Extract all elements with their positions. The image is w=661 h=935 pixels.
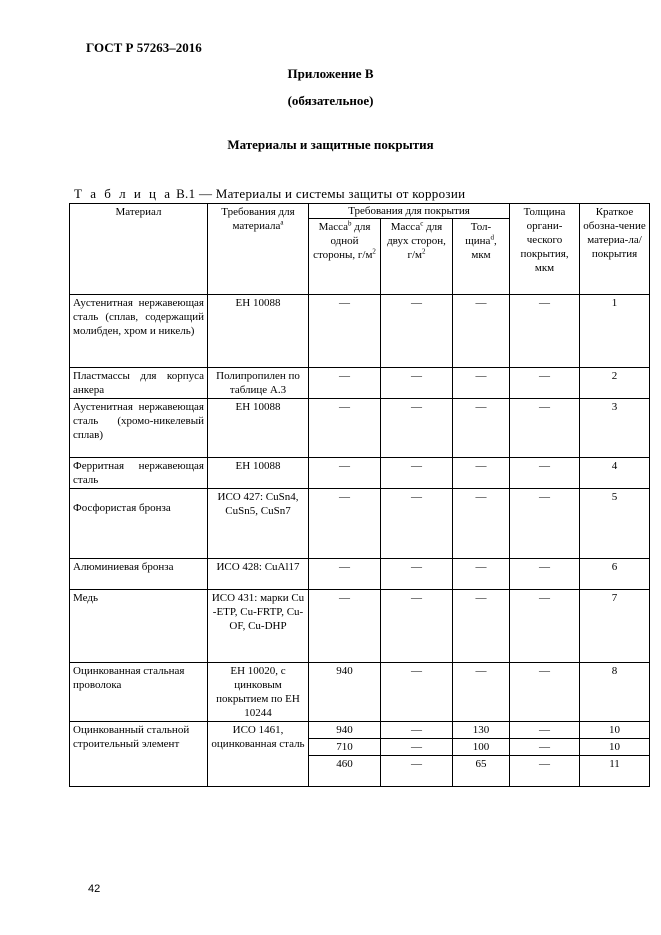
cell-material: Оцинкованный стальной строительный элемент <box>70 722 208 787</box>
cell-mass-one: — <box>309 590 381 663</box>
cell-mass-one: 940 <box>309 722 381 739</box>
cell-mass-one: — <box>309 458 381 489</box>
cell-code: 7 <box>580 590 650 663</box>
cell-organic: — <box>510 399 580 458</box>
cell-material: Аустенитная нержавеющая сталь (сплав, содержащий молибден, хром и никель) <box>70 295 208 368</box>
cell-material: Оцинкованная стальная проволока <box>70 663 208 722</box>
table-row <box>70 559 650 590</box>
cell-thickness: — <box>453 559 510 590</box>
cell-organic: — <box>510 739 580 756</box>
header-mass-one-side: Масса$^b$ для одной стороны, $г/м^2$ <box>309 219 381 295</box>
header-short-code: Краткое обозна-чение материа-ла/ покрытия <box>580 204 650 295</box>
cell-mass-one: — <box>309 399 381 458</box>
cell-material: Медь <box>70 590 208 663</box>
header-material: Материал <box>70 204 208 295</box>
table-row <box>70 590 650 663</box>
cell-material: Алюминиевая бронза <box>70 559 208 590</box>
cell-organic: — <box>510 756 580 787</box>
cell-requirement: ЕН 10020, с цинковым покрытием по ЕН 10244 <box>208 663 309 722</box>
caption-prefix: Т а б л и ц а <box>74 186 173 201</box>
cell-mass-one: 940 <box>309 663 381 722</box>
cell-organic: — <box>510 559 580 590</box>
cell-code: 6 <box>580 559 650 590</box>
cell-mass-two: — <box>381 663 453 722</box>
cell-code: 10 <box>580 722 650 739</box>
table-row <box>70 368 650 399</box>
table-row <box>70 295 650 368</box>
cell-organic: — <box>510 663 580 722</box>
cell-material: Пластмассы для корпуса анкера <box>70 368 208 399</box>
cell-organic: — <box>510 295 580 368</box>
cell-thickness: 100 <box>453 739 510 756</box>
cell-code: 10 <box>580 739 650 756</box>
table-row <box>70 663 650 722</box>
header-coating-requirements: Требования для покрытия <box>309 204 510 219</box>
cell-thickness: — <box>453 458 510 489</box>
cell-mass-two: — <box>381 722 453 739</box>
cell-requirement: ИСО 428: CuAl17 <box>208 559 309 590</box>
cell-requirement: ЕН 10088 <box>208 458 309 489</box>
cell-mass-two: — <box>381 739 453 756</box>
cell-code: 8 <box>580 663 650 722</box>
caption-number: В.1 <box>176 186 196 201</box>
cell-mass-one: 710 <box>309 739 381 756</box>
header-organic-thickness: Толщина органи-ческого покрытия, мкм <box>510 204 580 295</box>
cell-thickness: — <box>453 399 510 458</box>
cell-requirement: ИСО 1461, оцинкованная сталь <box>208 722 309 787</box>
cell-requirement: ИСО 427: CuSn4, CuSn5, CuSn7 <box>208 489 309 559</box>
cell-thickness: 130 <box>453 722 510 739</box>
table-row <box>70 489 650 559</box>
cell-mass-one: — <box>309 295 381 368</box>
cell-organic: — <box>510 368 580 399</box>
cell-mass-one: 460 <box>309 756 381 787</box>
cell-thickness: — <box>453 590 510 663</box>
cell-material: Фосфористая бронза <box>70 489 208 559</box>
cell-material: Аустенитная нержавеющая сталь (хромо-никелевый сплав) <box>70 399 208 458</box>
cell-mass-two: — <box>381 399 453 458</box>
table-row <box>70 722 650 739</box>
cell-mass-two: — <box>381 458 453 489</box>
cell-organic: — <box>510 489 580 559</box>
cell-thickness: — <box>453 663 510 722</box>
cell-code: 11 <box>580 756 650 787</box>
cell-thickness: — <box>453 489 510 559</box>
appendix-title: Приложение В <box>287 66 374 81</box>
cell-code: 3 <box>580 399 650 458</box>
cell-mass-two: — <box>381 559 453 590</box>
cell-mass-two: — <box>381 590 453 663</box>
table-row <box>70 399 650 458</box>
cell-mass-two: — <box>381 489 453 559</box>
page-number: 42 <box>88 883 101 895</box>
header-material-requirements: Требования для материала$^a$ <box>208 204 309 295</box>
cell-organic: — <box>510 458 580 489</box>
header-mass-two-sides: Масса$^c$ для двух сторон, $г/м^2$ <box>381 219 453 295</box>
cell-thickness: — <box>453 295 510 368</box>
appendix-subtitle: (обязательное) <box>287 93 374 108</box>
cell-thickness: — <box>453 368 510 399</box>
cell-code: 4 <box>580 458 650 489</box>
materials-table <box>69 203 650 787</box>
cell-organic: — <box>510 590 580 663</box>
cell-requirement: ЕН 10088 <box>208 295 309 368</box>
cell-mass-one: — <box>309 368 381 399</box>
cell-code: 1 <box>580 295 650 368</box>
cell-material: Ферритная нержавеющая сталь <box>70 458 208 489</box>
cell-requirement: Полипропилен по таблице А.3 <box>208 368 309 399</box>
table-header-row <box>70 204 650 219</box>
table-row <box>70 458 650 489</box>
document-code: ГОСТ Р 57263–2016 <box>86 40 202 55</box>
header-thickness: Тол-щина$^d$, мкм <box>453 219 510 295</box>
cell-mass-one: — <box>309 559 381 590</box>
cell-requirement: ЕН 10088 <box>208 399 309 458</box>
caption-text: — Материалы и системы защиты от коррозии <box>198 186 466 201</box>
cell-mass-two: — <box>381 756 453 787</box>
section-title: Материалы и защитные покрытия <box>227 137 434 152</box>
cell-thickness: 65 <box>453 756 510 787</box>
cell-code: 2 <box>580 368 650 399</box>
cell-mass-two: — <box>381 368 453 399</box>
cell-requirement: ИСО 431: марки Cu -ETP, Cu-FRTP, Cu-OF, Cu-DHP <box>208 590 309 663</box>
cell-code: 5 <box>580 489 650 559</box>
table-caption <box>74 186 465 202</box>
cell-mass-one: — <box>309 489 381 559</box>
cell-mass-two: — <box>381 295 453 368</box>
cell-organic: — <box>510 722 580 739</box>
